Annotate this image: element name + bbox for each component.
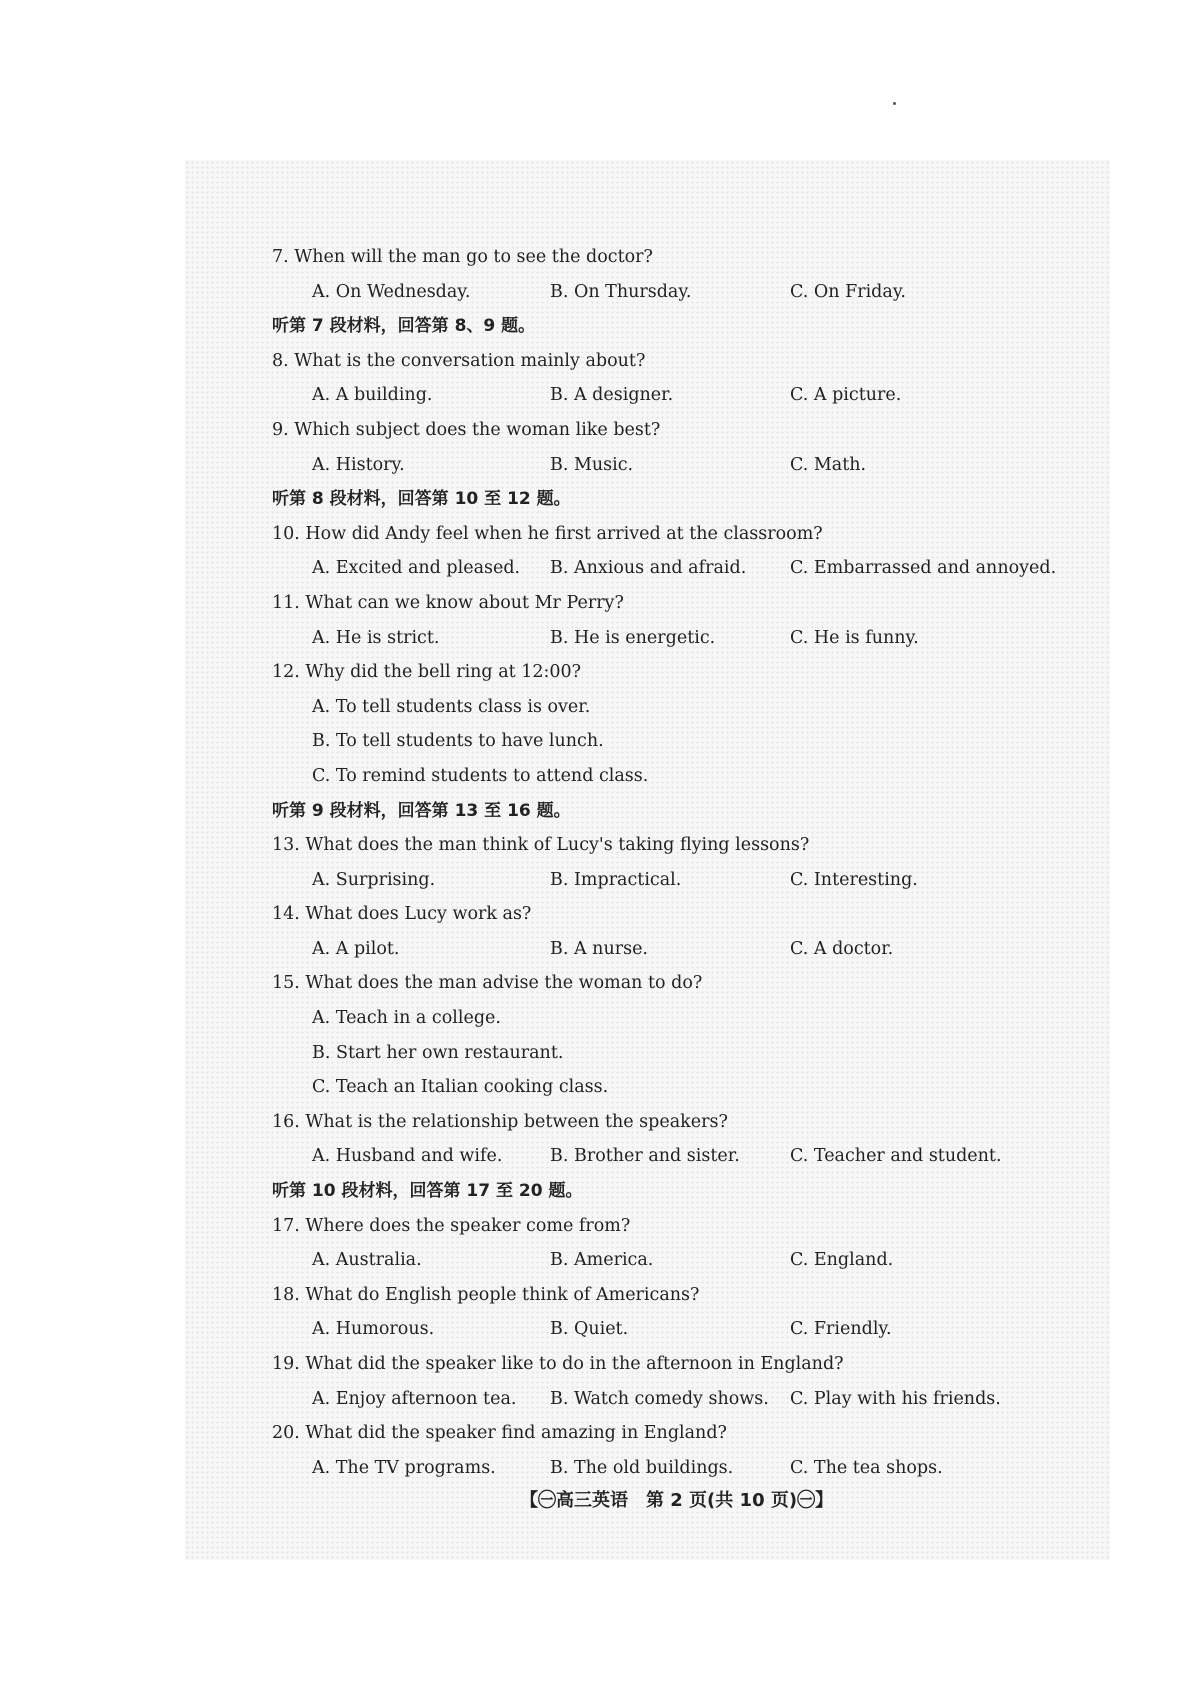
options-row [272,1382,1092,1417]
option-a: A. Surprising. [312,869,436,890]
option-a: A. Husband and wife. [312,1146,503,1167]
option-line: A. To tell students class is over. [312,696,591,717]
option-c: C. A doctor. [790,938,894,959]
option-b: B. Watch comedy shows. [550,1388,769,1409]
option-b: B. America. [550,1250,654,1271]
options-row [272,759,1092,794]
options-row [272,551,1092,586]
scan-speck [893,102,896,105]
option-a: A. Australia. [312,1250,422,1271]
options-row [272,1001,1092,1036]
question-text: 12. Why did the bell ring at 12:00? [272,662,582,683]
option-b: B. A designer. [550,385,674,406]
option-a: A. Humorous. [312,1319,435,1340]
option-b: B. On Thursday. [550,281,692,302]
options-row [272,1139,1092,1174]
option-b: B. Music. [550,454,634,475]
option-line: B. To tell students to have lunch. [312,731,604,752]
exam-content [272,240,1092,1485]
section-heading: 听第 7 段材料，回答第 8、9 题。 [272,316,536,337]
option-a: A. On Wednesday. [312,281,471,302]
option-b: B. Brother and sister. [550,1146,740,1167]
option-b: B. A nurse. [550,938,648,959]
options-row [272,378,1092,413]
section-heading: 听第 8 段材料，回答第 10 至 12 题。 [272,489,571,510]
question-text: 8. What is the conversation mainly about? [272,350,646,371]
option-b: B. He is energetic. [550,627,716,648]
question-text: 7. When will the man go to see the doctor? [272,247,653,267]
option-c: C. A picture. [790,385,902,406]
option-c: C. Teacher and student. [790,1146,1002,1167]
option-a: A. He is strict. [312,627,440,648]
options-row [272,690,1092,725]
option-b: B. Quiet. [550,1319,629,1340]
question-text: 19. What did the speaker like to do in the afternoon in England? [272,1354,844,1374]
option-c: C. On Friday. [790,281,906,302]
option-a: A. A building. [312,385,433,406]
question-text: 20. What did the speaker find amazing in England? [272,1423,727,1444]
options-row [272,448,1092,483]
option-c: C. Interesting. [790,869,918,890]
question-text: 15. What does the man advise the woman to do? [272,973,703,994]
option-b: B. Impractical. [550,869,682,890]
option-c: C. Friendly. [790,1319,892,1340]
section-heading: 听第 9 段材料，回答第 13 至 16 题。 [272,800,571,821]
options-row [272,1070,1092,1105]
question-text: 16. What is the relationship between the speakers? [272,1111,728,1132]
question-text: 9. Which subject does the woman like best? [272,419,661,440]
option-c: C. He is funny. [790,627,919,648]
options-row [272,724,1092,759]
option-c: C. England. [790,1250,894,1271]
options-row [272,1312,1092,1347]
options-row [272,621,1092,656]
options-row [272,275,1092,310]
option-line: B. Start her own restaurant. [312,1042,564,1063]
options-row [272,1036,1092,1071]
option-c: C. Math. [790,454,867,475]
option-c: C. Embarrassed and annoyed. [790,558,1057,579]
options-row [272,1451,1092,1486]
question-text: 14. What does Lucy work as? [272,904,532,925]
page-footer: 【㊀高三英语 第 2 页(共 10 页)㊀】 [520,1490,834,1511]
option-line: C. Teach an Italian cooking class. [312,1077,609,1098]
option-a: A. Excited and pleased. [312,558,521,579]
option-c: C. Play with his friends. [790,1388,1001,1409]
option-c: C. The tea shops. [790,1457,943,1478]
question-text: 13. What does the man think of Lucy's taking flying lessons? [272,835,810,856]
question-text: 18. What do English people think of Americans? [272,1284,700,1305]
option-b: B. Anxious and afraid. [550,558,747,579]
section-heading: 听第 10 段材料，回答第 17 至 20 题。 [272,1181,583,1202]
option-b: B. The old buildings. [550,1457,734,1478]
question-text: 10. How did Andy feel when he first arrived at the classroom? [272,523,823,544]
option-a: A. A pilot. [312,938,400,959]
question-text: 17. Where does the speaker come from? [272,1215,631,1236]
option-a: A. Enjoy afternoon tea. [312,1388,517,1409]
options-row [272,932,1092,967]
options-row [272,863,1092,898]
option-a: A. The TV programs. [312,1457,496,1478]
option-line: C. To remind students to attend class. [312,765,649,786]
question-text: 11. What can we know about Mr Perry? [272,592,624,613]
options-row [272,1243,1092,1278]
option-line: A. Teach in a college. [312,1008,501,1029]
option-a: A. History. [312,454,405,475]
